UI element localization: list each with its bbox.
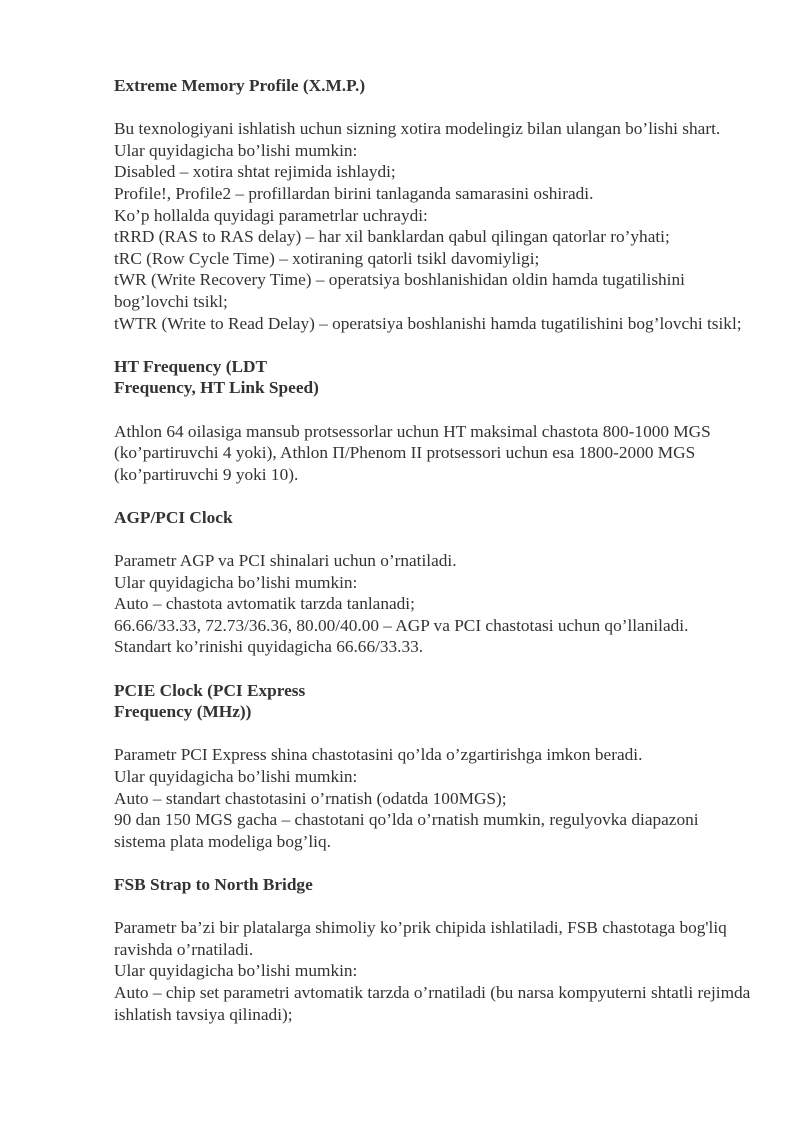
paragraph [114,421,754,486]
text-line: Athlon 64 oilasiga mansub protsessorlar uchun HT maksimal chastota 800-1000 MGS (ko’partiruvchi 4 yoki), Athlon П/Phenom II protsessori uchun esa 1800-2000 MGS (ko’partiruvchi 9 yoki 10). [114,421,711,484]
text-line: Auto – chip set parametri avtomatik tarzda o’rnatiladi (bu narsa kompyuterni shtatli rejimda ishlatish tavsiya qilinadi); [114,982,751,1024]
section-heading: HT Frequency (LDT Frequency, HT Link Speed) [114,356,319,398]
document-page [114,75,754,1025]
text-line: Disabled – xotira shtat rejimida ishlaydi; [114,162,396,182]
text-line: Profile!, Profile2 – profillardan birini tanlaganda samarasini oshiradi. [114,183,594,203]
text-line: Ular quyidagicha bo’lishi mumkin: [114,140,358,160]
text-line: Standart ko’rinishi quyidagicha 66.66/33.33. [114,637,424,657]
text-line: Auto – standart chastotasini o’rnatish (odatda 100MGS); [114,788,507,808]
text-line: Parametr ba’zi bir platalarga shimoliy ko’prik chipida ishlatiladi, FSB chastotaga bog'liq ravishda o’rnatiladi. [114,918,727,959]
section-heading: PCIE Clock (PCI Express Frequency (MHz)) [114,680,306,722]
section-heading: Extreme Memory Profile (X.M.P.) [114,76,366,95]
text-line: tWTR (Write to Read Delay) – operatsiya boshlanishi hamda tugatilishini bog’lovchi tsikl; [114,313,742,333]
text-line: tRRD (RAS to RAS delay) – har xil banklardan qabul qilingan qatorlar ro’yhati; [114,227,670,247]
paragraph [114,744,754,852]
text-line: 90 dan 150 MGS gacha – chastotani qo’lda o’rnatish mumkin, regulyovka diapazoni sistema plata modeliga bog’liq. [114,810,699,851]
section-fsb-strap [114,874,754,1025]
text-line: Ko’p hollalda quyidagi parametrlar uchraydi: [114,205,428,225]
text-line: Bu texnologiyani ishlatish uchun sizning xotira modelingiz bilan ulangan bo’lishi shart. [114,119,721,139]
text-line: Parametr AGP va PCI shinalari uchun o’rnatiladi. [114,551,457,571]
section-pcie-clock [114,680,754,853]
text-line: Auto – chastota avtomatik tarzda tanlanadi; [114,594,415,614]
section-heading: AGP/PCI Clock [114,507,233,527]
text-line: Ular quyidagicha bo’lishi mumkin: [114,961,358,981]
text-line: tRC (Row Cycle Time) – xotiraning qatorli tsikl davomiyligi; [114,248,540,268]
paragraph [114,550,754,658]
text-line: Ular quyidagicha bo’lishi mumkin: [114,572,358,592]
section-heading: FSB Strap to North Bridge [114,874,313,894]
section-xmp [114,75,754,334]
section-ht-frequency [114,356,754,486]
text-line: 66.66/33.33, 72.73/36.36, 80.00/40.00 – AGP va PCI chastotasi uchun qo’llaniladi. [114,615,689,635]
text-line: tWR (Write Recovery Time) – operatsiya boshlanishidan oldin hamda tugatilishini bog’lovchi tsikl; [114,270,685,311]
text-line: Ular quyidagicha bo’lishi mumkin: [114,767,358,786]
paragraph [114,118,754,334]
section-agp-pci-clock [114,507,754,658]
paragraph [114,917,754,1025]
text-line: Parametr PCI Express shina chastotasini qo’lda o’zgartirishga imkon beradi. [114,745,643,765]
